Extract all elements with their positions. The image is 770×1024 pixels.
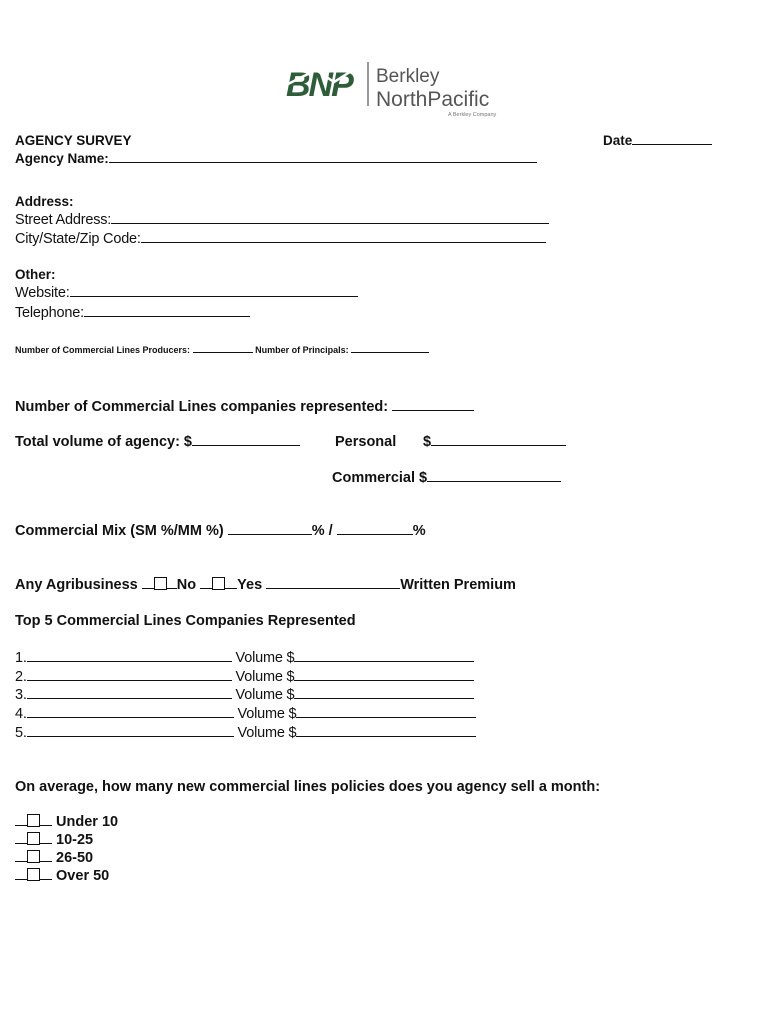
commercial-volume-line[interactable] — [427, 480, 561, 482]
agri-yes-checkbox[interactable] — [212, 577, 225, 590]
top5-company-line[interactable] — [27, 697, 232, 699]
street-address-field[interactable] — [15, 212, 549, 228]
companies-represented-field[interactable] — [15, 399, 474, 415]
companies-represented-label: Number of Commercial Lines companies represented: — [15, 399, 389, 415]
mix-pct2: % — [412, 523, 426, 539]
option-underline-right — [40, 878, 52, 880]
total-volume-line[interactable] — [192, 444, 300, 446]
top5-volume-line[interactable] — [294, 660, 474, 662]
top5-row[interactable] — [15, 669, 474, 685]
agency-name-label: Agency Name: — [15, 151, 109, 166]
policy-option[interactable] — [15, 814, 118, 830]
policy-option-checkbox[interactable] — [27, 850, 40, 863]
top5-volume-label: Volume $ — [237, 706, 297, 722]
top5-company-line[interactable] — [27, 679, 232, 681]
top5-volume-label: Volume $ — [237, 725, 297, 741]
option-underline-right — [40, 824, 52, 826]
top5-row[interactable] — [15, 706, 476, 722]
top5-row-num: 2. — [15, 669, 27, 685]
top5-row[interactable] — [15, 687, 474, 703]
city-state-zip-line[interactable] — [141, 241, 546, 243]
agri-no-underline-left — [142, 587, 154, 589]
top5-volume-label: Volume $ — [235, 669, 295, 685]
address-heading: Address: — [15, 194, 74, 209]
personal-volume-line[interactable] — [431, 444, 566, 446]
date-field[interactable] — [603, 133, 712, 148]
agri-yes-underline-right — [225, 587, 237, 589]
top5-row[interactable] — [15, 725, 476, 741]
written-premium-line[interactable] — [266, 587, 400, 589]
total-volume-label: Total volume of agency: $ — [15, 434, 192, 450]
city-state-zip-field[interactable] — [15, 231, 546, 247]
companies-represented-line[interactable] — [392, 409, 474, 411]
top5-company-line[interactable] — [27, 660, 232, 662]
policy-option-label: 26-50 — [56, 850, 94, 866]
written-premium-label: Written Premium — [400, 577, 516, 593]
agribusiness-row — [15, 577, 516, 593]
logo-tagline: A Berkley Company — [448, 112, 497, 118]
producers-row — [15, 345, 429, 355]
policy-option[interactable] — [15, 832, 93, 848]
commercial-mix-label: Commercial Mix (SM %/MM %) — [15, 523, 224, 539]
street-address-label: Street Address: — [15, 212, 112, 228]
agri-no-checkbox[interactable] — [154, 577, 167, 590]
top5-row[interactable] — [15, 650, 474, 666]
agri-no-label: No — [176, 577, 197, 593]
top5-company-line[interactable] — [27, 735, 234, 737]
policy-option[interactable] — [15, 850, 93, 866]
option-underline-left — [15, 860, 27, 862]
personal-currency: $ — [423, 434, 432, 450]
mix-sm-line[interactable] — [228, 533, 312, 535]
company-logo — [286, 60, 516, 120]
top5-volume-line[interactable] — [294, 697, 474, 699]
city-state-zip-label: City/State/Zip Code: — [15, 231, 141, 247]
mix-mm-line[interactable] — [337, 533, 413, 535]
producers-line[interactable] — [193, 351, 253, 353]
mix-separator: / — [328, 523, 333, 539]
top5-row-num: 5. — [15, 725, 27, 741]
top5-company-line[interactable] — [27, 716, 234, 718]
policy-option-label: Under 10 — [56, 814, 119, 830]
top5-heading: Top 5 Commercial Lines Companies Represented — [15, 613, 356, 629]
street-address-line[interactable] — [111, 222, 549, 224]
agribusiness-label: Any Agribusiness — [15, 577, 138, 593]
principals-line[interactable] — [351, 351, 429, 353]
option-underline-left — [15, 842, 27, 844]
date-line[interactable] — [632, 143, 712, 145]
logo-name-top: Berkley — [376, 66, 440, 87]
telephone-field[interactable] — [15, 305, 250, 321]
website-line[interactable] — [70, 295, 358, 297]
bnp-logo-icon — [286, 60, 516, 120]
policy-option-checkbox[interactable] — [27, 868, 40, 881]
top5-volume-label: Volume $ — [235, 650, 295, 666]
policy-option-label: 10-25 — [56, 832, 94, 848]
survey-title: AGENCY SURVEY — [15, 133, 132, 148]
producers-label: Number of Commercial Lines Producers: — [15, 345, 191, 355]
policy-option-label: Over 50 — [56, 868, 110, 884]
top5-row-num: 3. — [15, 687, 27, 703]
logo-name-bottom: NorthPacific — [376, 88, 490, 111]
agri-yes-label: Yes — [237, 577, 263, 593]
policy-option-checkbox[interactable] — [27, 814, 40, 827]
commercial-volume-field[interactable] — [332, 470, 561, 486]
policies-question: On average, how many new commercial lines policies does you agency sell a month: — [15, 779, 601, 795]
policy-option[interactable] — [15, 868, 109, 884]
mix-pct1: % — [311, 523, 325, 539]
telephone-label: Telephone: — [15, 305, 84, 321]
logo-mark: BNP — [286, 66, 352, 104]
top5-volume-line[interactable] — [296, 735, 476, 737]
top5-row-num: 1. — [15, 650, 27, 666]
website-label: Website: — [15, 285, 70, 301]
agri-no-underline-right — [167, 587, 177, 589]
personal-volume-field[interactable] — [423, 434, 566, 450]
commercial-mix-field[interactable] — [15, 523, 426, 539]
agency-name-line[interactable] — [109, 161, 537, 163]
personal-volume-label: Personal — [335, 434, 397, 450]
top5-volume-line[interactable] — [294, 679, 474, 681]
option-underline-left — [15, 878, 27, 880]
top5-volume-line[interactable] — [296, 716, 476, 718]
top5-row-num: 4. — [15, 706, 27, 722]
agency-name-field[interactable] — [15, 151, 537, 166]
policy-option-checkbox[interactable] — [27, 832, 40, 845]
top5-volume-label: Volume $ — [235, 687, 295, 703]
option-underline-right — [40, 842, 52, 844]
option-underline-right — [40, 860, 52, 862]
principals-label: Number of Principals: — [255, 345, 349, 355]
total-volume-field[interactable] — [15, 434, 300, 450]
website-field[interactable] — [15, 285, 358, 301]
commercial-volume-label: Commercial $ — [332, 470, 428, 486]
telephone-line[interactable] — [84, 315, 250, 317]
agri-yes-underline-left — [200, 587, 212, 589]
option-underline-left — [15, 824, 27, 826]
other-heading: Other: — [15, 267, 56, 282]
date-label: Date — [603, 133, 633, 148]
